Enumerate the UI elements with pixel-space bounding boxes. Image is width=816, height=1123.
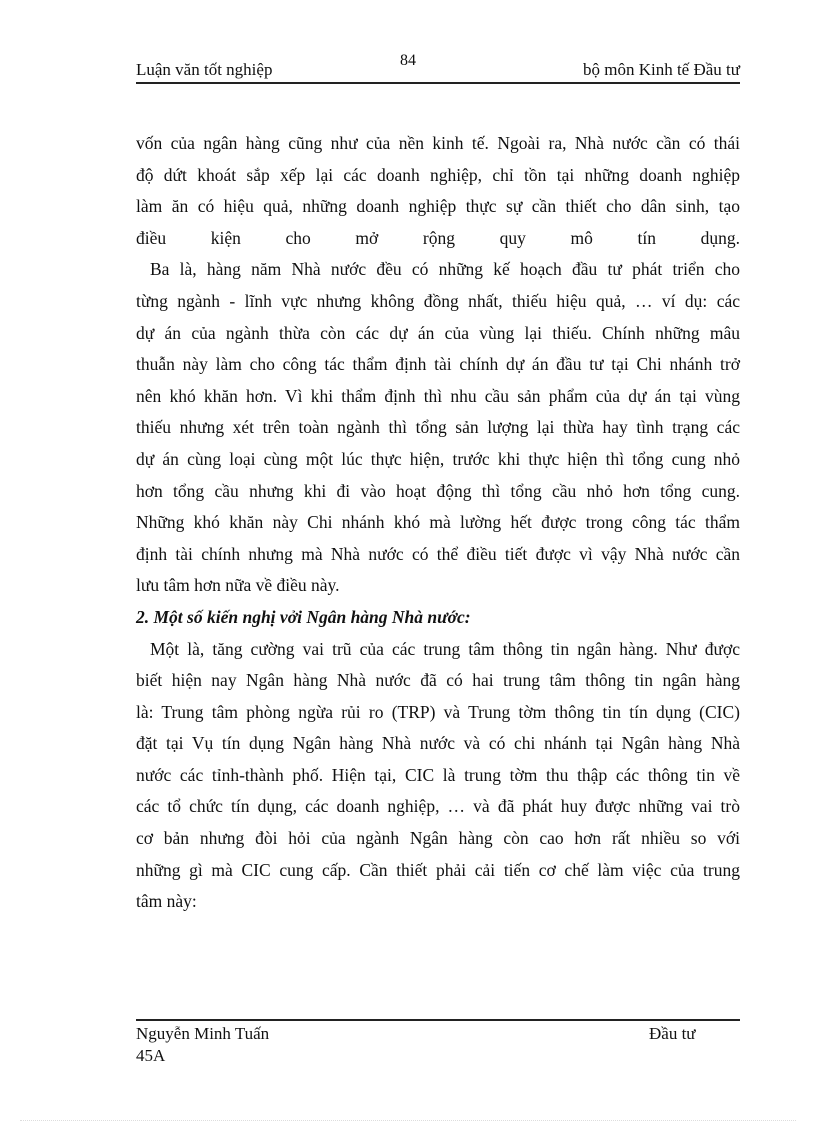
page-edge-dots xyxy=(20,1120,796,1121)
text-line: từng ngành - lĩnh vực nhưng không đồng nhất, thiếu hiệu quả, … ví dụ: các xyxy=(136,290,740,311)
footer-author: Nguyễn Minh Tuấn xyxy=(136,1024,270,1043)
text-line: cơ bản nhưng đòi hỏi của ngành Ngân hàng còn cao hơn rất nhiều so với xyxy=(136,828,740,849)
text-line: làm ăn có hiệu quả, những doanh nghiệp thực sự cần thiết cho dân sinh, tạo xyxy=(136,196,740,217)
text-line: nên khó khăn hơn. Vì khi thẩm định thì nhu cầu sản phẩm của dự án tại vùng xyxy=(136,385,740,406)
text-line: dự án của ngành thừa còn các dự án của vùng lại thiếu. Chính những mâu xyxy=(136,322,740,343)
text-line: biết hiện nay Ngân hàng Nhà nước đã có hai trung tâm thông tin ngân hàng xyxy=(136,670,740,691)
footer-rule xyxy=(136,1019,740,1021)
text-line: hơn tổng cầu nhưng khi đi vào hoạt động thì tổng cầu nhỏ hơn tổng cung. xyxy=(136,480,740,501)
text-line: nước các tỉnh-thành phố. Hiện tại, CIC là trung tờm thu thập các thông tin về xyxy=(136,764,740,785)
section-heading: 2. Một số kiến nghị vởi Ngân hàng Nhà nước: xyxy=(136,606,471,627)
text-line: Một là, tăng cường vai trũ của các trung tâm thông tin ngân hàng. Như được xyxy=(150,638,740,659)
header-left-title: Luận văn tốt nghiệp xyxy=(136,60,273,79)
footer-department: Đầu tư xyxy=(649,1024,696,1043)
text-line: Những khó khăn này Chi nhánh khó mà lường hết được trong công tác thẩm xyxy=(136,512,740,533)
text-line: Ba là, hàng năm Nhà nước đều có những kế hoạch đầu tư phát triển cho xyxy=(150,259,740,280)
text-line: là: Trung tâm phòng ngừa rủi ro (TRP) và Trung tờm thông tin tín dụng (CIC) xyxy=(136,701,740,722)
footer-class: 45A xyxy=(136,1046,166,1065)
body-text xyxy=(136,128,740,918)
text-line: những gì mà CIC cung cấp. Cần thiết phải cải tiến cơ chế làm việc của trung xyxy=(136,859,740,880)
text-line: thuẫn này làm cho công tác thẩm định tài chính dự án đầu tư tại Chi nhánh trở xyxy=(136,354,740,375)
text-line: các tổ chức tín dụng, các doanh nghiệp, … và đã phát huy được những vai trò xyxy=(136,796,740,817)
header-right-title: bộ môn Kinh tế Đầu tư xyxy=(582,60,740,79)
page-header xyxy=(136,60,740,84)
text-line: định tài chính nhưng mà Nhà nước có thể điều tiết được vì vậy Nhà nước cần xyxy=(136,543,740,564)
text-line: thiếu nhưng xét trên toàn ngành thì tổng sản lượng lại thừa hay tình trạng các xyxy=(136,417,740,438)
text-line: dự án cùng loại cùng một lúc thực hiện, trước khi thực hiện thì tổng cung nhỏ xyxy=(136,448,740,469)
page-number: 84 xyxy=(400,52,416,69)
text-line: lưu tâm hơn nữa về điều này. xyxy=(136,575,340,596)
text-line: tâm này: xyxy=(136,891,197,912)
text-line: đặt tại Vụ tín dụng Ngân hàng Nhà nước và có chi nhánh tại Ngân hàng Nhà xyxy=(136,733,740,754)
text-line: vốn của ngân hàng cũng như của nền kinh tế. Ngoài ra, Nhà nước cần có thái xyxy=(136,133,740,153)
text-line: điều kiện cho mở rộng quy mô tín dụng. xyxy=(136,227,740,248)
text-line: độ dứt khoát sắp xếp lại các doanh nghiệp, chỉ tồn tại những doanh nghiệp xyxy=(136,164,740,185)
